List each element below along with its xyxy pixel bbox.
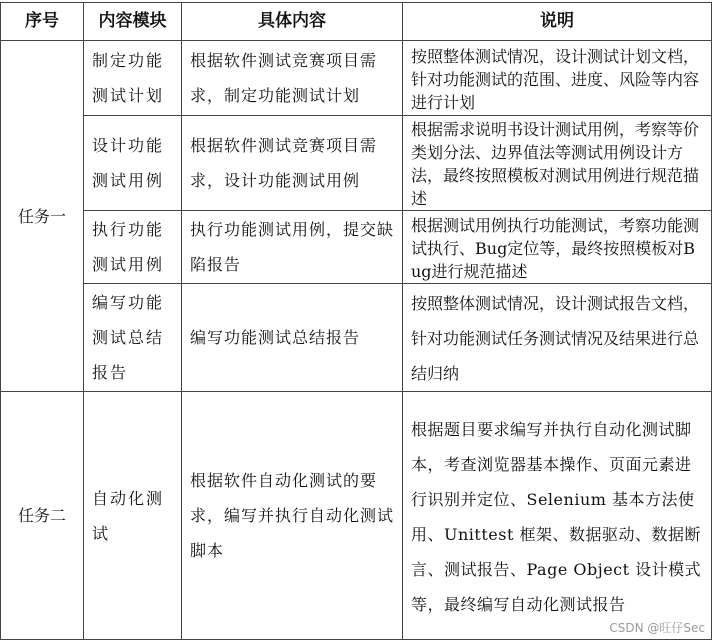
module-cell: 制定功能测试计划 [84, 41, 182, 116]
module-cell: 自动化测试 [84, 392, 182, 640]
table-row [1, 41, 712, 116]
header-description: 说明 [403, 3, 712, 41]
task-label: 任务一 [1, 41, 84, 392]
description-cell: 按照整体测试情况，设计测试计划文档，针对功能测试的范围、进度、风险等内容进行计划 [403, 41, 712, 116]
description-cell: 根据需求说明书设计测试用例，考察等价类划分法、边界值法等测试用例设计方法，最终按照模板对测试用例进行规范描述 [403, 116, 712, 211]
description-cell: 按照整体测试情况，设计测试报告文档，针对功能测试任务测试情况及结果进行总结归纳 [403, 284, 712, 392]
header-serial: 序号 [1, 3, 84, 41]
content-cell: 根据软件自动化测试的要求，编写并执行自动化测试脚本 [182, 392, 403, 640]
content-cell: 执行功能测试用例，提交缺陷报告 [182, 211, 403, 284]
content-cell: 编写功能测试总结报告 [182, 284, 403, 392]
content-cell: 根据软件测试竞赛项目需求，设计功能测试用例 [182, 116, 403, 211]
task-table [0, 2, 712, 640]
module-cell: 设计功能测试用例 [84, 116, 182, 211]
description-cell: 根据测试用例执行功能测试，考察功能测试执行、Bug定位等，最终按照模板对Bug进行规范描述 [403, 211, 712, 284]
module-cell: 执行功能测试用例 [84, 211, 182, 284]
header-content: 具体内容 [182, 3, 403, 41]
table-row [1, 211, 712, 284]
module-cell: 编写功能测试总结报告 [84, 284, 182, 392]
table-row [1, 284, 712, 392]
task-label: 任务二 [1, 392, 84, 640]
content-cell: 根据软件测试竞赛项目需求，制定功能测试计划 [182, 41, 403, 116]
description-cell: 根据题目要求编写并执行自动化测试脚本，考查浏览器基本操作、页面元素进行识别并定位、Selenium 基本方法使用、Unittest 框架、数据驱动、数据断言、测试报告、Page Object 设计模式等，最终编写自动化测试报告 [403, 392, 712, 640]
table-row [1, 116, 712, 211]
table-row [1, 392, 712, 640]
header-row [1, 3, 712, 41]
watermark: CSDN @旺仔Sec [609, 621, 705, 635]
header-module: 内容模块 [84, 3, 182, 41]
